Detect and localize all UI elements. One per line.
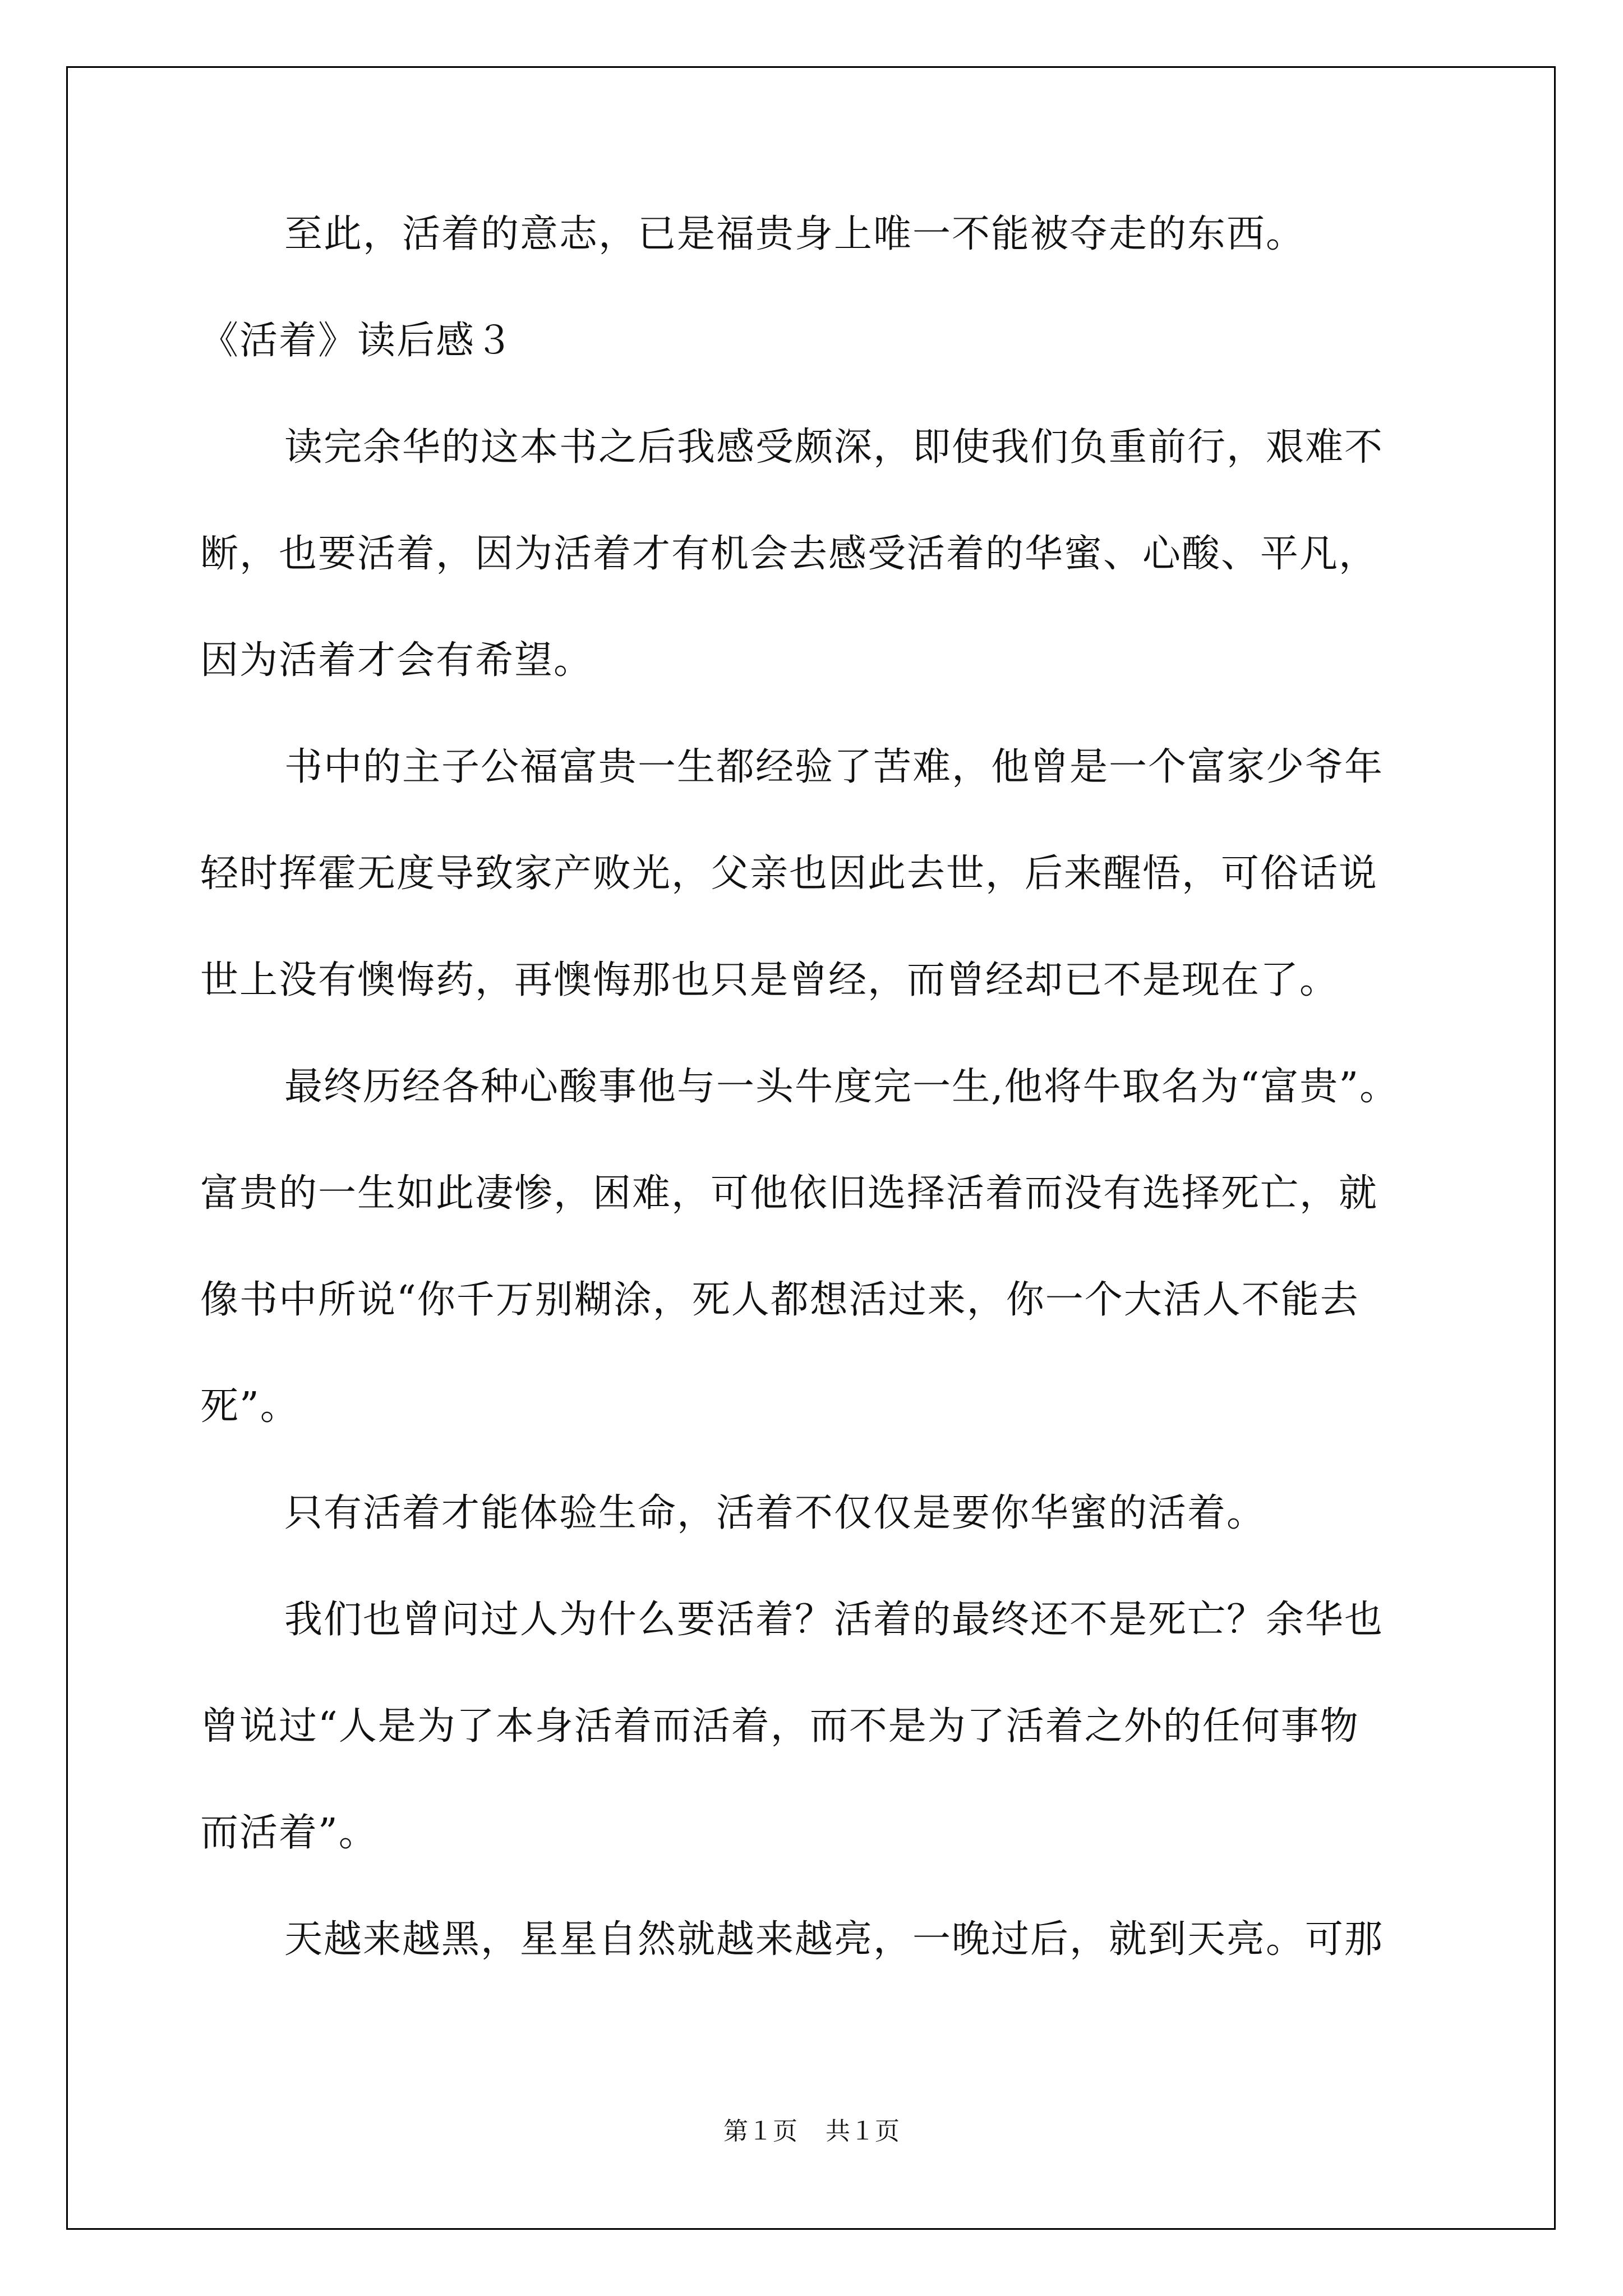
page-number-label: 第１页	[723, 2117, 797, 2146]
paragraph-line: 只有活着才能体验生命，活着不仅仅是要你华蜜的活着。	[284, 1491, 1266, 1535]
paragraph-line: 读完余华的这本书之后我感受颇深，即使我们负重前行，艰难不	[284, 425, 1384, 470]
paragraph-line: 曾说过“人是为了本身活着而活着，而不是为了活着之外的任何事物	[200, 1704, 1359, 1749]
page-footer	[0, 2115, 1623, 2148]
paragraph-line: 书中的主子公福富贵一生都经验了苦难，他曾是一个富家少爷年	[284, 745, 1384, 789]
paragraph-line: 断，也要活着，因为活着才有机会去感受活着的华蜜、心酸、平凡，	[200, 532, 1378, 576]
paragraph-line: 至此，活着的意志，已是福贵身上唯一不能被夺走的东西。	[284, 212, 1306, 256]
paragraph-line: 最终历经各种心酸事他与一头牛度完一生,他将牛取名为“富贵”。	[284, 1065, 1399, 1109]
paragraph-line: 像书中所说“你千万别糊涂，死人都想活过来，你一个大活人不能去	[200, 1278, 1359, 1322]
page-total-label: 共１页	[826, 2117, 900, 2146]
paragraph-line: 因为活着才会有希望。	[200, 638, 593, 683]
paragraph-line: 死”。	[200, 1384, 299, 1429]
section-heading: 《活着》读后感３	[200, 319, 515, 363]
paragraph-line: 天越来越黑，星星自然就越来越亮，一晚过后，就到天亮。可那	[284, 1917, 1384, 1962]
document-body	[200, 208, 1462, 2019]
paragraph-line: 轻时挥霍无度导致家产败光，父亲也因此去世，后来醒悟，可俗话说	[200, 852, 1378, 896]
paragraph-line: 富贵的一生如此凄惨，困难，可他依旧选择活着而没有选择死亡，就	[200, 1171, 1378, 1216]
paragraph-line: 世上没有懊悔药，再懊悔那也只是曾经，而曾经却已不是现在了。	[200, 958, 1339, 1002]
paragraph-line: 我们也曾问过人为什么要活着？活着的最终还不是死亡？余华也	[284, 1598, 1384, 1642]
paragraph-line: 而活着”。	[200, 1811, 378, 1855]
